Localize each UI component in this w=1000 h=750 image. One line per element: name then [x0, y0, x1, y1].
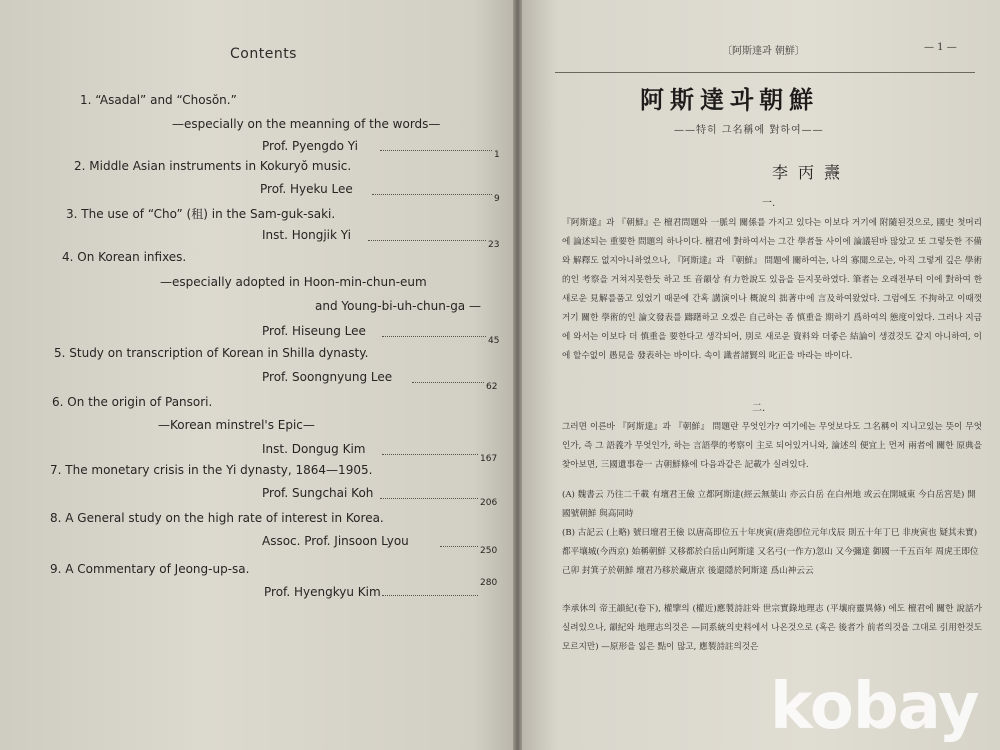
- toc-page-9: 280: [480, 578, 498, 588]
- toc-page-5: 62: [486, 382, 498, 392]
- toc-author-9: Prof. Hyengkyu Kim: [264, 585, 381, 599]
- toc-page-4: 45: [488, 336, 500, 346]
- toc-page-7: 206: [480, 498, 498, 508]
- toc-subtitle-4a: —especially adopted in Hoon-min-chun-eum: [160, 275, 427, 289]
- toc-page-6: 167: [480, 454, 498, 464]
- toc-title-9: 9. A Commentary of Jeong-up-sa.: [50, 562, 250, 576]
- toc-leader-1: [380, 150, 492, 151]
- article-author: 李丙燾: [772, 163, 851, 182]
- section-marker-2: 二.: [752, 403, 766, 414]
- toc-page-1: 1: [494, 150, 500, 160]
- toc-author-5: Prof. Soongnyung Lee: [262, 370, 393, 384]
- toc-author-1: Prof. Pyengdo Yi: [262, 139, 358, 153]
- toc-page-8: 250: [480, 546, 498, 556]
- toc-leader-5: [412, 382, 484, 383]
- toc-title-2: 2. Middle Asian instruments in Kokuryŏ music.: [74, 159, 352, 173]
- citation-a: (A) 魏書云 乃往二千載 有壇君王儉 立都阿斯達(經云無葉山 亦云白岳 在白州地 或云在開城東 今白岳宮是) 開國號朝鮮 與高同時: [562, 490, 976, 519]
- contents-heading: Contents: [230, 46, 297, 62]
- toc-subtitle-6: —Korean minstrel's Epic—: [158, 418, 315, 432]
- toc-leader-3: [368, 240, 486, 241]
- toc-leader-2: [372, 194, 492, 195]
- paragraph-1: 『阿斯達』과 『朝鮮』은 檀君問題와 一脈의 關係를 가지고 있다는 이보다 거기에 附隨된것으로, 國史 첫머리에 論述되는 重要한 問題의 하나이다. 檀君에 對하여서는 그간 學者들 사이에 論議된바 많았고 또 그렇듯한 不備와 解釋도 없지아니하였으나, 『阿斯達』과 『朝鮮』 問題에 關하여는, 나의 寡聞으로는, 아직 그렇게 깊은 學術的인 考察을 거쳐지못한듯 하고 또 音韻상 有力한說도 있음을 듣지못하였다. 筆者는 오래전부터 이에 對하여 한 새로운 見解를품고 있었기 때문에 간혹 講演이나 概說의 拙著中에 言及하여왔었다. 그럼에도 不拘하고 이때껏 거기 關한 學術的인 論文發表를 躊躇하고 오겠은 自己하는 좀 慎重을 期하기 爲하여의 態度이었다. 그러나 지금에 와서는 이보다 더 慎重을 要한다고 생각되어, 別로 새로운 資料와 더좋은 結論이 생겼것도 같지 아니하여, 이에 할수없이 愚見을 發表하는 바이다. 속이 識者諸賢의 叱正을 바라는 바이다.: [562, 218, 982, 361]
- toc-leader-6: [382, 454, 478, 455]
- book-gutter: [513, 0, 522, 750]
- article-subtitle: ——特히 그名稱에 對하여——: [674, 125, 824, 136]
- section-marker-1: 一.: [762, 198, 776, 209]
- paragraph-2: 그러면 이른바 『阿斯達』과 『朝鮮』 問題란 무엇인가? 여기에는 무엇보다도 그名稱이 지니고있는 뜻이 무엇인가, 즉 그 語義가 무엇인가, 하는 言語學的考察이 主로 되어있거니와, 論述의 便宜上 먼저 兩者에 關한 原典을 찾아보면, 三國遺事卷一 古朝鮮條에 다음과같은 記載가 실려있다.: [562, 422, 982, 470]
- toc-leader-4: [382, 336, 486, 337]
- toc-author-7: Prof. Sungchai Koh: [262, 486, 374, 500]
- toc-title-3: 3. The use of “Cho” (租) in the Sam-guk-saki.: [66, 207, 336, 221]
- watermark-logo: kobay: [770, 670, 979, 744]
- toc-page-3: 23: [488, 240, 500, 250]
- toc-leader-9: [382, 595, 478, 596]
- toc-title-5: 5. Study on transcription of Korean in Shilla dynasty.: [54, 346, 369, 360]
- running-head: 〔阿斯達과 朝鮮〕: [722, 46, 805, 57]
- toc-subtitle-4b: and Young-bi-uh-chun-ga —: [315, 299, 481, 313]
- toc-subtitle-1: —especially on the meanning of the words—: [172, 117, 441, 131]
- toc-title-4: 4. On Korean infixes.: [62, 250, 187, 264]
- article-title: 阿斯達과朝鮮: [640, 85, 820, 114]
- paragraph-3: 李承休의 帝王韻紀(卷下), 權擥의 (權近)應製詩註와 世宗實錄地理志 (平壤府靈異條) 에도 檀君에 關한 說話가 실려있으나, 韻紀와 地理志의것은 —同系統의史料에서 나온것으로 (혹은 後者가 前者의것을 그대로 引用한것도 모르지만) —原形을 잃은 點이 많고, 應製詩註의것은: [562, 604, 982, 652]
- toc-author-8: Assoc. Prof. Jinsoon Lyou: [262, 534, 409, 548]
- page-number: — 1 —: [924, 42, 957, 53]
- toc-author-6: Inst. Dongug Kim: [262, 442, 366, 456]
- toc-leader-8: [440, 546, 478, 547]
- toc-author-4: Prof. Hiseung Lee: [262, 324, 366, 338]
- header-rule: [555, 72, 975, 73]
- toc-title-6: 6. On the origin of Pansori.: [52, 395, 213, 409]
- toc-title-1: 1. “Asadal” and “Chosŏn.”: [80, 93, 237, 107]
- toc-leader-7: [380, 498, 478, 499]
- toc-author-3: Inst. Hongjik Yi: [262, 228, 351, 242]
- toc-title-8: 8. A General study on the high rate of interest in Korea.: [50, 511, 384, 525]
- citation-b: (B) 古記云 (上略) 號曰壇君王儉 以唐高即位五十年庚寅(唐堯卽位元年戊辰 則五十年丁巳 非庚寅也 疑其未實) 都平壤城(今西京) 始稱朝鮮 又移都於白岳山阿斯達 又名弓(一作方)忽山 又今彌達 御國一千五百年 周虎王即位己卯 封箕子於朝鮮 壇君乃移於藏唐京 後還隱於阿斯達 爲山神云云: [562, 528, 979, 576]
- toc-title-7: 7. The monetary crisis in the Yi dynasty, 1864—1905.: [50, 463, 373, 477]
- toc-page-2: 9: [494, 194, 500, 204]
- toc-author-2: Prof. Hyeku Lee: [260, 182, 353, 196]
